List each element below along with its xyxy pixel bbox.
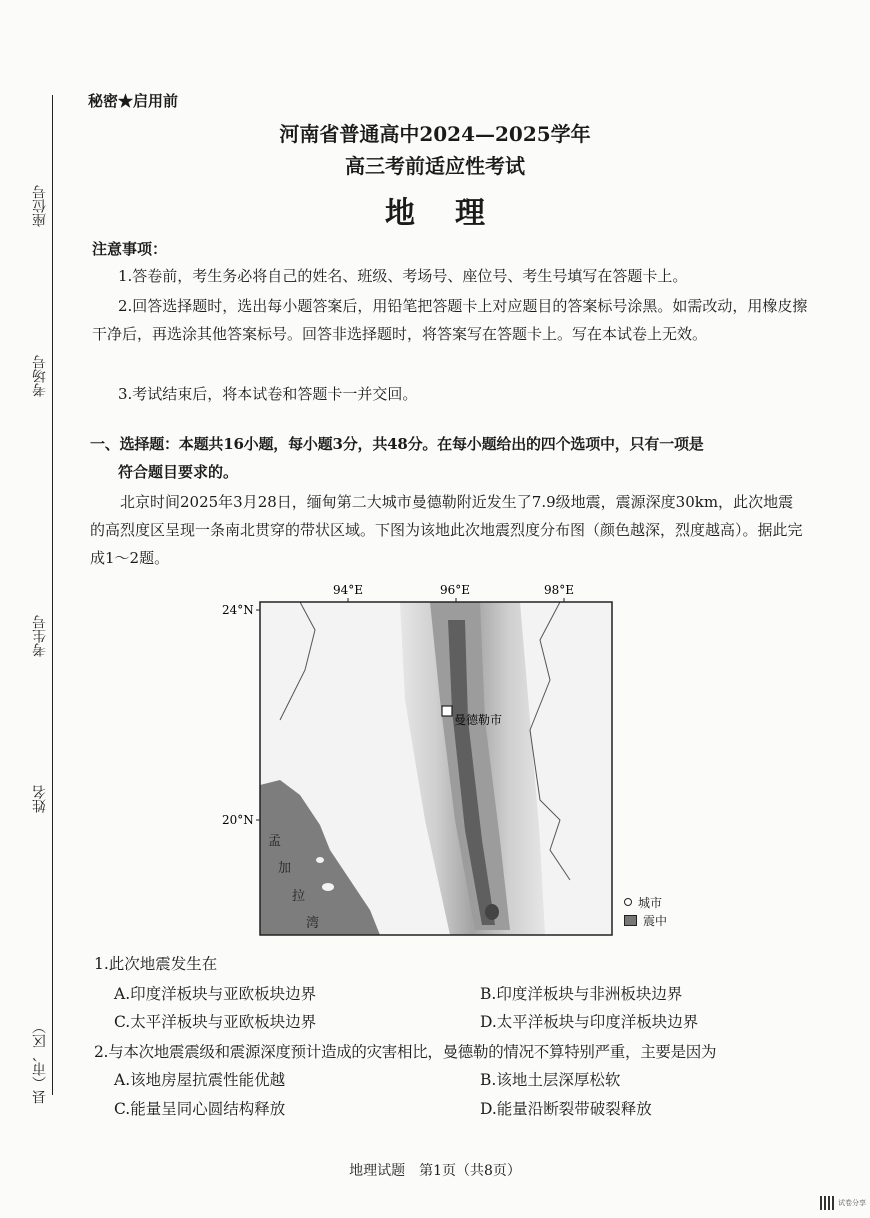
section-heading-line2: 符合题目要求的。	[118, 463, 239, 481]
legend-epicenter-text: 震中	[643, 913, 668, 928]
legend	[624, 893, 667, 929]
page-footer: 地理试题 第1页（共8页）	[349, 1163, 521, 1179]
legend-epicenter-row	[624, 911, 667, 929]
q2-option-c: C.能量呈同心圆结构释放	[114, 1100, 286, 1118]
bay-label-char: 孟	[268, 834, 282, 849]
bay-label-char: 湾	[306, 916, 320, 931]
legend-city-text: 城市	[638, 895, 663, 910]
epicenter-marker	[485, 904, 499, 920]
q1-option-c: C.太平洋板块与亚欧板块边界	[114, 1013, 317, 1031]
legend-city-symbol	[624, 898, 632, 906]
island	[322, 883, 334, 891]
legend-city-row	[624, 893, 667, 911]
bay-label-char: 加	[278, 861, 292, 876]
mandalay-city-label: 曼德勒市	[454, 713, 503, 727]
q1-option-a: A.印度洋板块与亚欧板块边界	[114, 985, 317, 1003]
watermark-text: 试卷分享	[838, 1199, 866, 1207]
name-label: 姓名	[32, 785, 48, 813]
lat-label-20: 20°N	[222, 813, 254, 827]
subject-title: 地理	[385, 196, 525, 231]
island	[316, 857, 324, 863]
lat-label-24: 24°N	[222, 603, 254, 617]
bay-label-char: 拉	[292, 889, 306, 904]
exam-title-line2: 高三考前适应性考试	[345, 154, 525, 178]
earthquake-intensity-map	[220, 580, 630, 945]
qr-code-icon	[820, 1196, 834, 1210]
notice-item-3: 3.考试结束后，将本试卷和答题卡一并交回。	[118, 385, 418, 403]
notice-heading: 注意事项：	[92, 240, 168, 258]
mandalay-city-marker	[442, 706, 452, 716]
material-text: 北京时间2025年3月28日，缅甸第二大城市曼德勒附近发生了7.9级地震，震源深度30km，此次地震的高烈度区呈现一条南北贯穿的带状区域。下图为该地此次地震烈度分布图（颜色越深，烈度越高）。据此完成1～2题。	[90, 493, 803, 567]
lon-label-94: 94°E	[333, 583, 364, 597]
seat-number-label: 座位号	[32, 185, 48, 227]
notice-item-2: 2.回答选择题时，选出每小题答案后，用铅笔把答题卡上对应题目的答案标号涂黑。如需改动，用橡皮擦干净后，再选涂其他答案标号。回答非选择题时，将答案写在答题卡上。写在本试卷上无效。	[92, 297, 808, 343]
county-label: 县（市、区）	[32, 1020, 48, 1104]
lon-label-96: 96°E	[440, 583, 471, 597]
binding-line	[52, 95, 53, 1095]
map-svg	[220, 580, 630, 945]
exam-room-label: 考场号	[32, 355, 48, 397]
q2-option-d: D.能量沿断裂带破裂释放	[480, 1100, 652, 1118]
section-heading-line1: 一、选择题：本题共16小题，每小题3分，共48分。在每小题给出的四个选项中，只有一项是	[90, 435, 704, 453]
confidential-mark: 秘密★启用前	[88, 92, 179, 110]
candidate-number-label: 考生号	[32, 615, 48, 657]
q1-option-d: D.太平洋板块与印度洋板块边界	[480, 1013, 699, 1031]
exam-title-line1: 河南省普通高中2024—2025学年	[279, 122, 591, 146]
q1-option-b: B.印度洋板块与非洲板块边界	[480, 985, 683, 1003]
lon-label-98: 98°E	[544, 583, 575, 597]
notice-item-1: 1.答卷前，考生务必将自己的姓名、班级、考场号、座位号、考生号填写在答题卡上。	[118, 267, 688, 285]
legend-epicenter-symbol	[624, 915, 637, 926]
question-2-stem: 2.与本次地震震级和震源深度预计造成的灾害相比，曼德勒的情况不算特别严重，主要是因为	[94, 1043, 717, 1061]
q2-option-b: B.该地土层深厚松软	[480, 1071, 621, 1089]
q2-option-a: A.该地房屋抗震性能优越	[114, 1071, 286, 1089]
question-1-stem: 1.此次地震发生在	[94, 955, 218, 973]
